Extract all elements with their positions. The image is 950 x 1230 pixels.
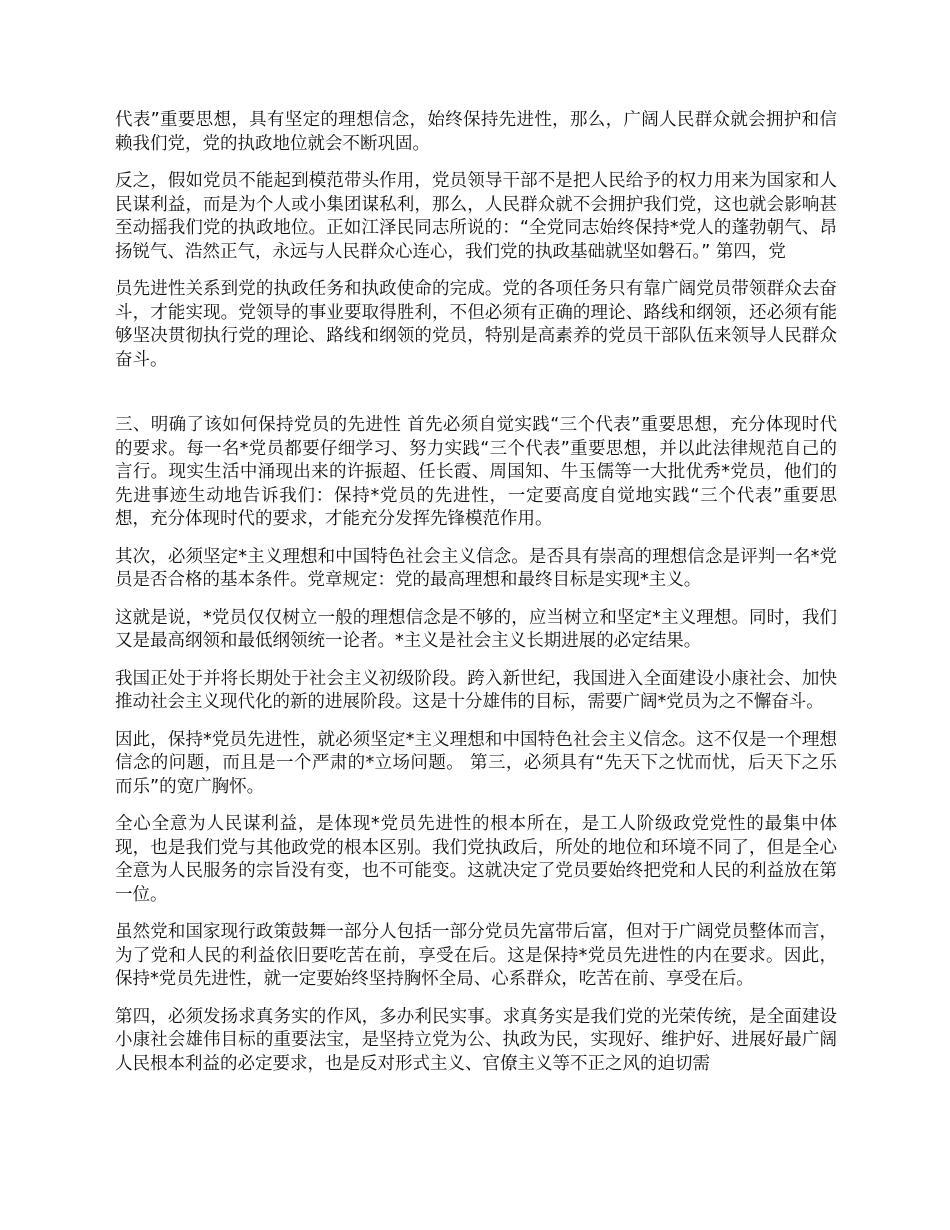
paragraph-7: 我国正处于并将长期处于社会主义初级阶段。跨入新世纪，我国进入全面建设小康社会、加快推动社会主义现代化的新的进展阶段。这是十分雄伟的目标，需要广阔*党员为之不懈奋斗。 — [115, 668, 837, 712]
paragraph-8: 因此，保持*党员先进性，就必须坚定*主义理想和中国特色社会主义信念。这不仅是一个理想信念的问题，而且是一个严肃的*立场问题。 第三，必须具有“先天下之忧而忧，后天下之乐而乐”的宽广胸怀。 — [115, 729, 837, 797]
paragraph-1: 代表”重要思想，具有坚定的理想信念，始终保持先进性，那么，广阔人民群众就会拥护和信赖我们党，党的执政地位就会不断巩固。 — [115, 110, 837, 154]
paragraph-3: 员先进性关系到党的执政任务和执政使命的完成。党的各项任务只有靠广阔党员带领群众去奋斗，才能实现。党领导的事业要取得胜利，不但必须有正确的理论、路线和纲领，还必须有能够坚决贯彻执行党的理论、路线和纲领的党员，特别是高素养的党员干部队伍来领导人民群众奋斗。 — [115, 279, 837, 370]
paragraph-10: 虽然党和国家现行政策鼓舞一部分人包括一部分党员先富带后富，但对于广阔党员整体而言，为了党和人民的利益依旧要吃苦在前，享受在后。这是保持*党员先进性的内在要求。因此，保持*党员先进性，就一定要始终坚持胸怀全局、心系群众，吃苦在前、享受在后。 — [115, 922, 837, 989]
paragraph-9: 全心全意为人民谋利益，是体现*党员先进性的根本所在，是工人阶级政党党性的最集中体现，也是我们党与其他政党的根本区别。我们党执政后，所处的地位和环境不同了，但是全心全意为人民服务的宗旨没有变，也不可能变。这就决定了党员要始终把党和人民的利益放在第一位。 — [115, 814, 837, 905]
paragraph-5: 其次，必须坚定*主义理想和中国特色社会主义信念。是否具有崇高的理想信念是评判一名*党员是否合格的基本条件。党章规定：党的最高理想和最终目标是实现*主义。 — [115, 546, 837, 590]
section-three-paragraph: 三、明确了该如何保持党员的先进性 首先必须自觉实践“三个代表”重要思想，充分体现时代的要求。每一名*党员都要仔细学习、努力实践“三个代表”重要思想，并以此法律规范自己的言行。现实生活中涌现出来的许振超、任长霞、周国知、牛玉儒等一大批优秀*党员，他们的先进事迹生动地告诉我们：保持*党员的先进性，一定要高度自觉地实践“三个代表”重要思想，充分体现时代的要求，才能充分发挥先锋模范作用。 — [115, 415, 837, 529]
paragraph-6: 这就是说，*党员仅仅树立一般的理想信念是不够的，应当树立和坚定*主义理想。同时，我们又是最高纲领和最低纲领统一论者。*主义是社会主义长期进展的必定结果。 — [115, 607, 837, 651]
document-body — [115, 109, 837, 1090]
paragraph-11: 第四，必须发扬求真务实的作风，多办利民实事。求真务实是我们党的光荣传统，是全面建设小康社会雄伟目标的重要法宝，是坚持立党为公、执政为民，实现好、维护好、进展好最广阔人民根本利益的必定要求，也是反对形式主义、官僚主义等不正之风的迫切需 — [115, 1006, 837, 1074]
paragraph-2: 反之，假如党员不能起到模范带头作用，党员领导干部不是把人民给予的权力用来为国家和人民谋利益，而是为个人或小集团谋私利，那么，人民群众就不会拥护我们党，这也就会影响甚至动摇我们党的执政地位。正如江泽民同志所说的：“全党同志始终保持*党人的蓬勃朝气、昂扬锐气、浩然正气，永远与人民群众心连心，我们党的执政基础就坚如磐石。” 第四，党 — [115, 171, 837, 262]
